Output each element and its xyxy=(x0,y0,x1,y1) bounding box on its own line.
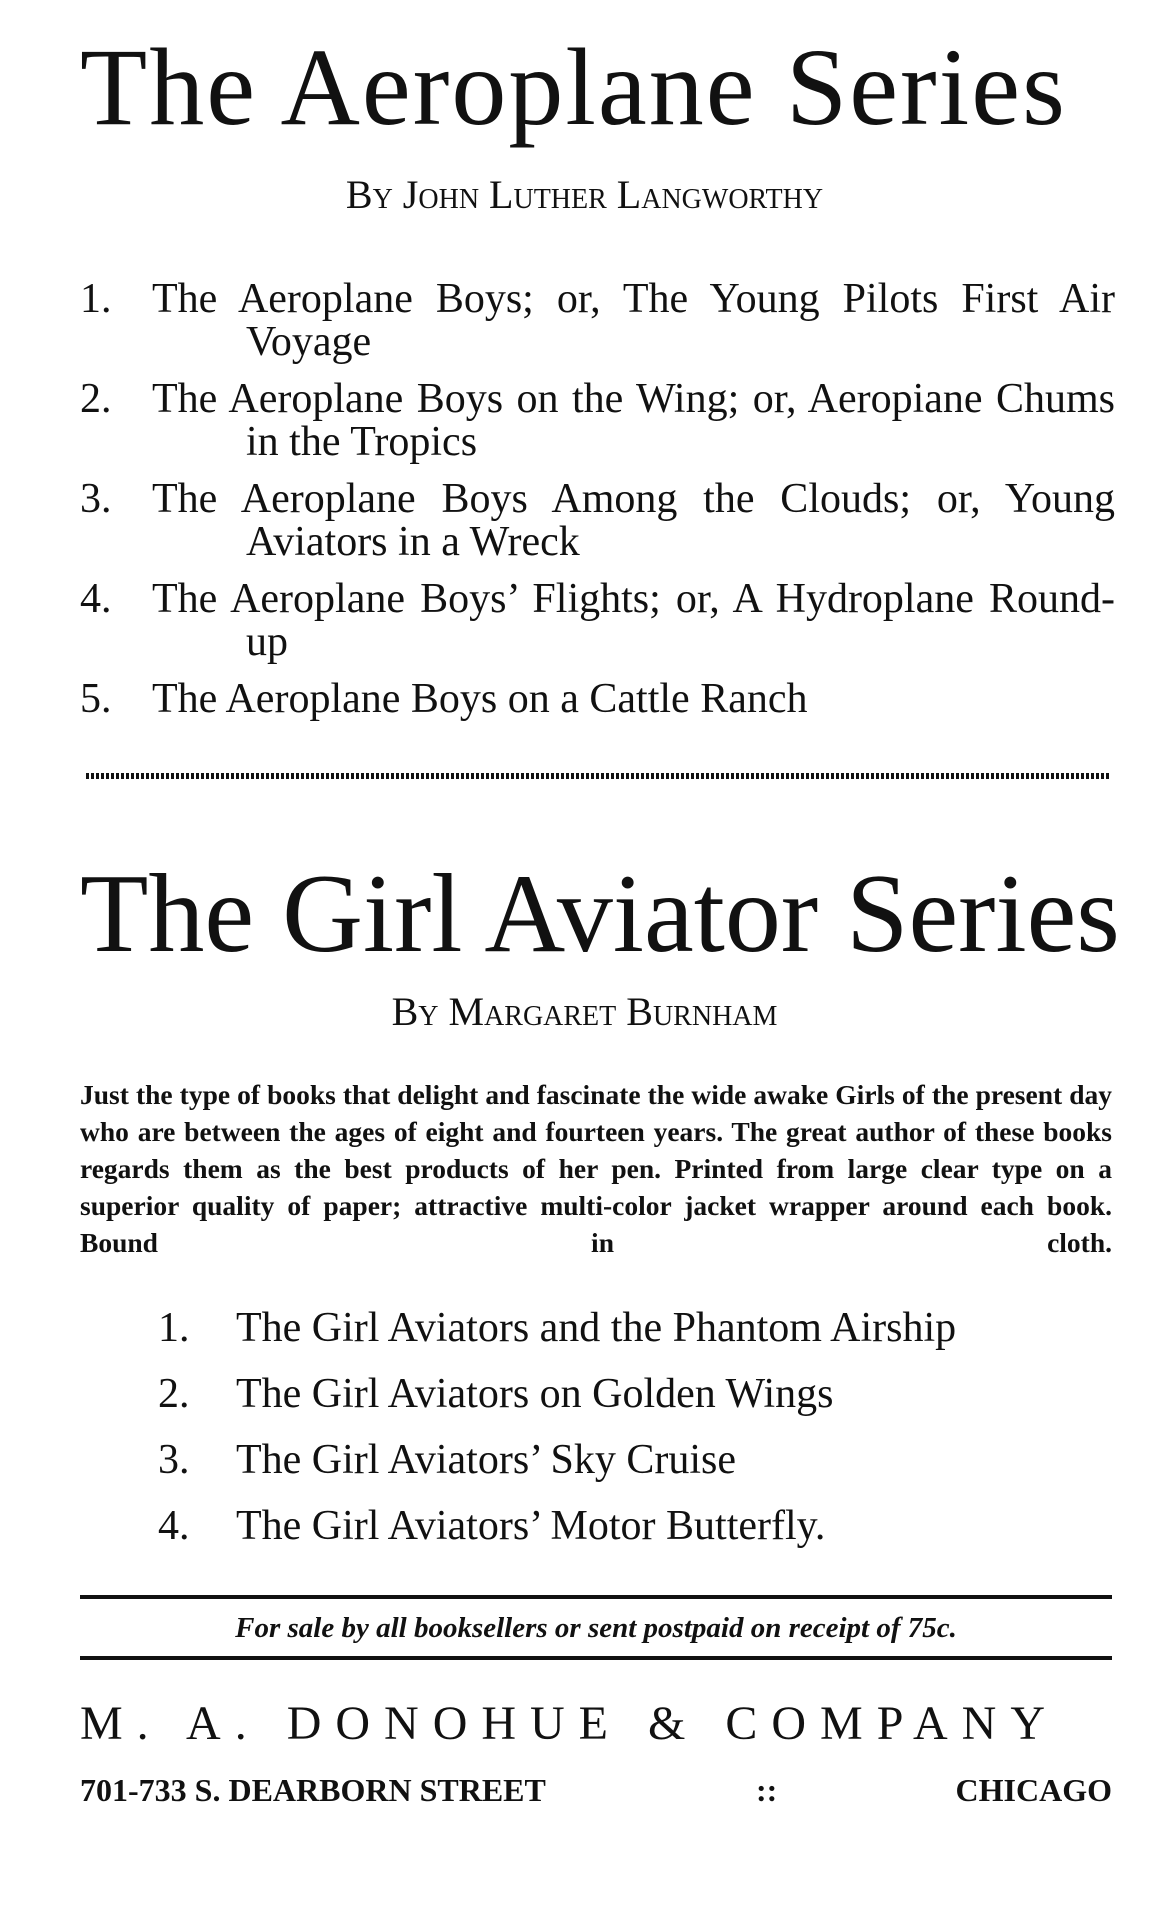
sale-note: For sale by all booksellers or sent postpaid on receipt of 75c. xyxy=(235,1612,957,1644)
book-number: 4. xyxy=(80,576,112,622)
list-item xyxy=(158,1372,1078,1438)
girl-aviator-series-title: The Girl Aviator Series xyxy=(80,852,1120,976)
book-number: 1. xyxy=(80,276,112,322)
aeroplane-series-title: The Aeroplane Series xyxy=(80,26,1067,148)
list-item xyxy=(158,1438,1078,1504)
series-description: Just the type of books that delight and fascinate the wide awake Girls of the present day who are between the ages of eight and fourteen years. The great author of these books regards them as the best products of her pen. Printed from large clear type on a superior quality of paper; attractive multi-color jacket wrapper around each book. Bound in cloth. xyxy=(80,1079,1112,1258)
book-number: 4. xyxy=(158,1503,190,1549)
book-number: 2. xyxy=(158,1371,190,1417)
book-title: The Girl Aviators’ Sky Cruise xyxy=(236,1437,737,1483)
book-number: 5. xyxy=(80,676,112,722)
list-item xyxy=(80,378,1115,464)
book-number: 3. xyxy=(80,476,112,522)
divider-bottom xyxy=(80,1656,1112,1660)
list-item xyxy=(80,278,1115,364)
book-title: The Aeroplane Boys’ Flights; or, A Hydroplane Round-up xyxy=(152,576,1115,665)
book-title: The Girl Aviators’ Motor Butterfly. xyxy=(236,1503,826,1549)
list-item xyxy=(80,578,1115,664)
publisher-address xyxy=(80,1770,1112,1810)
girl-aviator-series-book-list xyxy=(158,1306,1078,1570)
book-title: The Girl Aviators on Golden Wings xyxy=(236,1371,834,1417)
dotted-divider xyxy=(86,773,1110,779)
divider-top xyxy=(80,1595,1112,1599)
list-item xyxy=(80,678,1115,721)
book-title: The Girl Aviators and the Phantom Airship xyxy=(236,1305,957,1351)
list-item xyxy=(80,478,1115,564)
list-item xyxy=(158,1504,1078,1570)
publisher-name: M. A. DONOHUE & COMPANY xyxy=(80,1697,1059,1750)
girl-aviator-series-byline: By Margaret Burnham xyxy=(391,989,778,1034)
aeroplane-series-byline: By John Luther Langworthy xyxy=(345,172,824,217)
book-title: The Aeroplane Boys Among the Clouds; or, Young Aviators in a Wreck xyxy=(152,476,1115,565)
book-number: 3. xyxy=(158,1437,190,1483)
book-number: 2. xyxy=(80,376,112,422)
book-title: The Aeroplane Boys on a Cattle Ranch xyxy=(152,676,808,722)
address-separator: :: xyxy=(756,1772,778,1808)
publisher-street: 701-733 S. DEARBORN STREET xyxy=(80,1772,546,1808)
list-item xyxy=(158,1306,1078,1372)
book-number: 1. xyxy=(158,1305,190,1351)
book-title: The Aeroplane Boys; or, The Young Pilots First Air Voyage xyxy=(152,276,1115,365)
publisher-city: CHICAGO xyxy=(955,1772,1112,1808)
aeroplane-series-book-list xyxy=(80,278,1115,735)
book-title: The Aeroplane Boys on the Wing; or, Aeropiane Chums in the Tropics xyxy=(152,376,1115,465)
